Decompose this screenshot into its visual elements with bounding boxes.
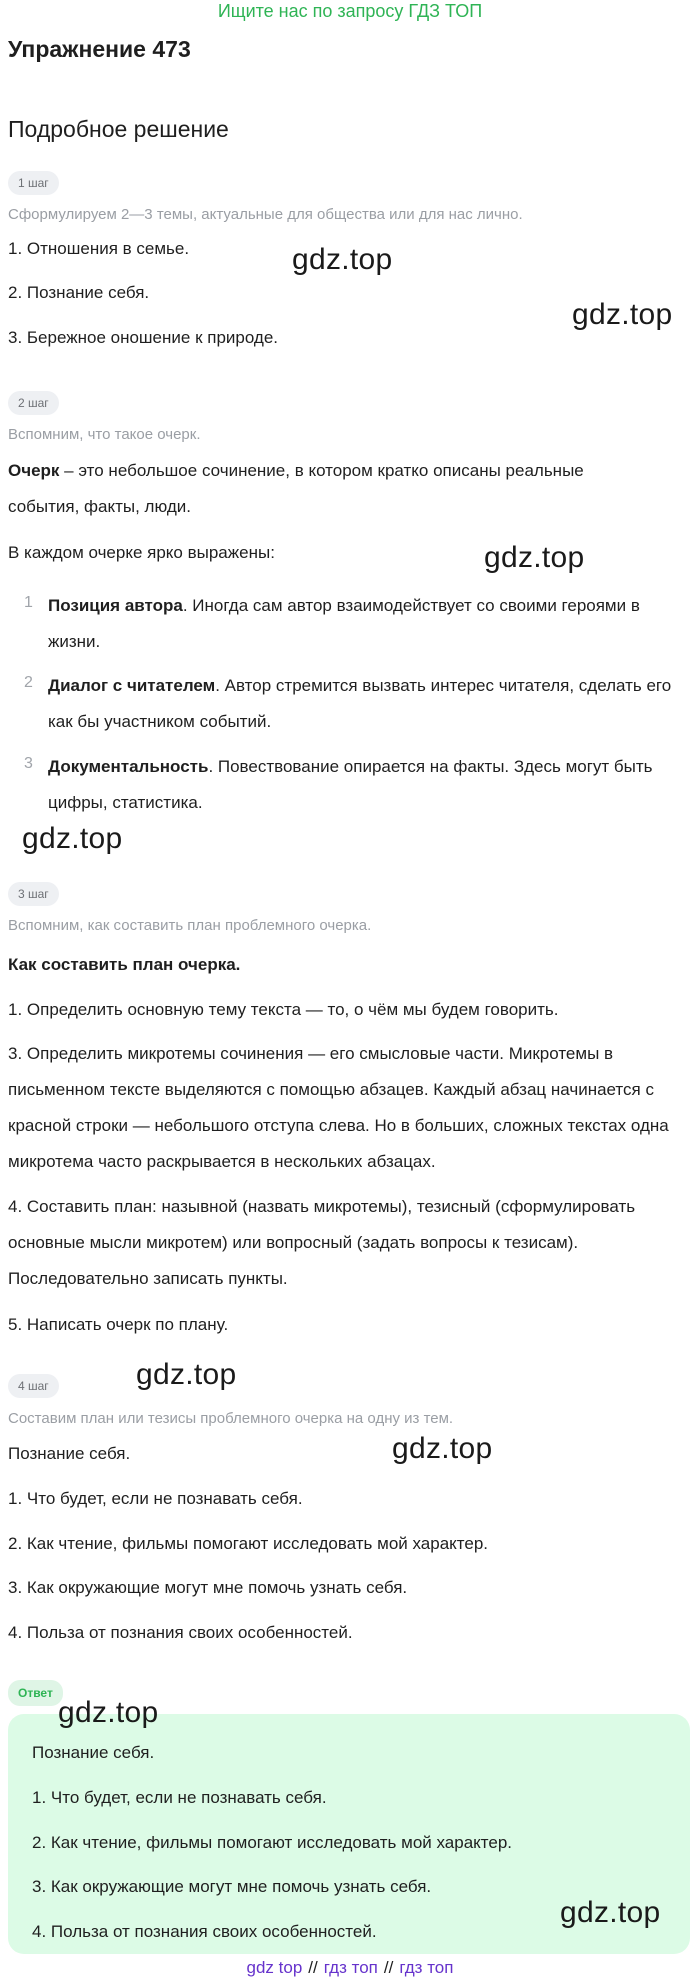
plan-line: 2. Как чтение, фильмы помогают исследовать мой характер. (8, 1534, 489, 1553)
footer-links (0, 1958, 700, 1978)
plan-line: 4. Польза от познания своих особенностей. (8, 1623, 353, 1642)
feature-item (24, 668, 694, 740)
plan-heading: Как составить план очерка. (8, 955, 241, 974)
exercise-title: Упражнение 473 (8, 36, 191, 62)
step-2-badge: 2 шаг (8, 391, 59, 415)
watermark: gdz.top (560, 1896, 661, 1929)
feature-text: . Иногда сам автор взаимодействует со своими героями в жизни. (48, 596, 640, 651)
answer-line: 1. Что будет, если не познавать себя. (32, 1788, 327, 1807)
feature-text: . Повествование опирается на факты. Здесь могут быть цифры, статистика. (48, 757, 653, 812)
step-3-badge: 3 шаг (8, 882, 59, 906)
search-banner: Ищите нас по запросу ГДЗ ТОП (217, 1, 483, 21)
footer-separator: // (383, 1958, 394, 1977)
definition-paragraph (8, 453, 648, 525)
definition-term: Очерк (8, 461, 60, 480)
footer-link[interactable]: гдз топ (323, 1958, 378, 1977)
footer-link[interactable]: gdz top (246, 1958, 303, 1977)
feature-item (24, 749, 694, 821)
plan-step: 1. Определить основную тему текста — то, о чём мы будем говорить. (8, 1000, 559, 1019)
plan-line: 3. Как окружающие могут мне помочь узнать себя. (8, 1578, 408, 1597)
feature-item (24, 588, 694, 660)
step-4-description: Составим план или тезисы проблемного очерка на одну из тем. (8, 1410, 454, 1427)
list-intro: В каждом очерке ярко выражены: (8, 543, 275, 562)
answer-label: Ответ (8, 1680, 63, 1706)
list-number: 3 (24, 755, 33, 772)
step-3-description: Вспомним, как составить план проблемного очерка. (8, 917, 372, 934)
solution-title: Подробное решение (8, 116, 229, 142)
answer-line: 2. Как чтение, фильмы помогают исследовать мой характер. (32, 1833, 513, 1852)
footer-separator: // (308, 1958, 318, 1977)
watermark: gdz.top (58, 1696, 159, 1729)
watermark: gdz.top (136, 1358, 237, 1391)
step-1-item: 2. Познание себя. (8, 283, 150, 302)
plan-step: 3. Определить микротемы сочинения — его смысловые части. Микротемы в письменном тексте выделяются с помощью абзацев. Каждый абзац начинается с красной строки — небольшого отступа слева. Но в больших, сложных текстах одна микротема часто раскрывается в нескольких абзацах. (8, 1044, 669, 1171)
watermark: gdz.top (392, 1432, 493, 1465)
step-1-badge: 1 шаг (8, 171, 59, 195)
feature-term: Позиция автора (48, 596, 183, 615)
answer-line: 4. Польза от познания своих особенностей. (32, 1922, 377, 1941)
plan-step: 4. Составить план: назывной (назвать микротемы), тезисный (сформулировать основные мысли микротем) или вопросный (задать вопросы к тезисам). Последовательно записать пункты. (8, 1197, 636, 1288)
definition-text: – это небольшое сочинение, в котором кратко описаны реальные события, факты, люди. (8, 461, 584, 516)
feature-term: Документальность (48, 757, 209, 776)
feature-term: Диалог с читателем (48, 676, 216, 695)
step-1-item: 3. Бережное оношение к природе. (8, 328, 279, 347)
step-1-item: 1. Отношения в семье. (8, 239, 190, 258)
footer-link[interactable]: гдз топ (399, 1958, 454, 1977)
watermark: gdz.top (572, 298, 673, 331)
list-number: 2 (24, 674, 33, 691)
answer-line: 3. Как окружающие могут мне помочь узнать себя. (32, 1877, 432, 1896)
feature-text: . Автор стремится вызвать интерес читателя, сделать его как бы участником событий. (48, 676, 672, 731)
list-number: 1 (24, 594, 33, 611)
watermark: gdz.top (292, 243, 393, 276)
step-1-description: Сформулируем 2—3 темы, актуальные для общества или для нас лично. (8, 206, 523, 223)
step-2-description: Вспомним, что такое очерк. (8, 426, 201, 443)
plan-step: 5. Написать очерк по плану. (8, 1315, 229, 1334)
plan-line: 1. Что будет, если не познавать себя. (8, 1489, 303, 1508)
watermark: gdz.top (22, 822, 123, 855)
step-4-badge: 4 шаг (8, 1374, 59, 1398)
answer-line: Познание себя. (32, 1743, 155, 1762)
watermark: gdz.top (484, 541, 585, 574)
plan-line: Познание себя. (8, 1444, 131, 1463)
